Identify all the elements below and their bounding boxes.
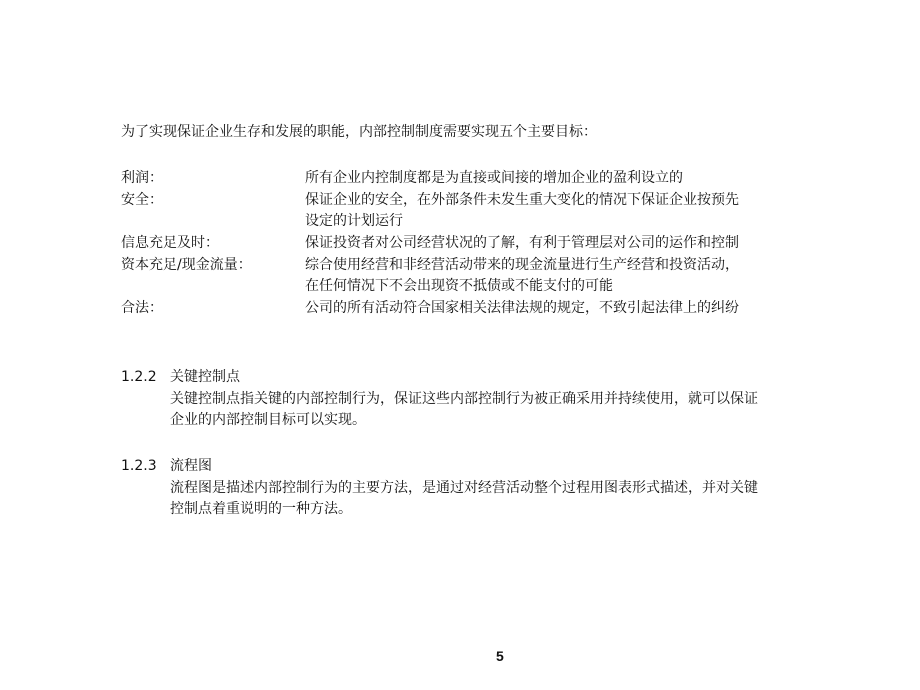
section-body: 关键控制点指关键的内部控制行为，保证这些内部控制行为被正确采用并持续使用，就可以保证: [170, 391, 758, 407]
section-number: 1.2.2: [121, 369, 157, 385]
goal-term: 利润：: [121, 170, 163, 186]
goal-description: 所有企业内控制度都是为直接或间接的增加企业的盈利设立的: [305, 170, 683, 186]
goal-term: 合法：: [121, 300, 163, 316]
section-body-continued: 控制点着重说明的一种方法。: [170, 501, 352, 517]
section-number: 1.2.3: [121, 458, 157, 474]
goal-description-continued: 在任何情况下不会出现资不抵债或不能支付的可能: [305, 278, 613, 294]
goal-description: 公司的所有活动符合国家相关法律法规的规定，不致引起法律上的纠纷: [305, 300, 739, 316]
goal-description: 综合使用经营和非经营活动带来的现金流量进行生产经营和投资活动，: [305, 257, 739, 273]
section-body-continued: 企业的内部控制目标可以实现。: [170, 412, 366, 428]
section-title: 流程图: [170, 458, 212, 474]
goal-description: 保证企业的安全，在外部条件未发生重大变化的情况下保证企业按预先: [305, 192, 739, 208]
goal-description-continued: 设定的计划运行: [305, 213, 403, 229]
intro-paragraph: 为了实现保证企业生存和发展的职能，内部控制制度需要实现五个主要目标：: [121, 124, 597, 140]
section-body: 流程图是描述内部控制行为的主要方法，是通过对经营活动整个过程用图表形式描述，并对关键: [170, 480, 758, 496]
goal-term: 信息充足及时：: [121, 235, 219, 251]
page-number: 5: [496, 648, 504, 664]
section-title: 关键控制点: [170, 369, 240, 385]
goal-term: 安全：: [121, 192, 163, 208]
goal-description: 保证投资者对公司经营状况的了解，有利于管理层对公司的运作和控制: [305, 235, 739, 251]
goal-term: 资本充足/现金流量：: [121, 257, 252, 273]
